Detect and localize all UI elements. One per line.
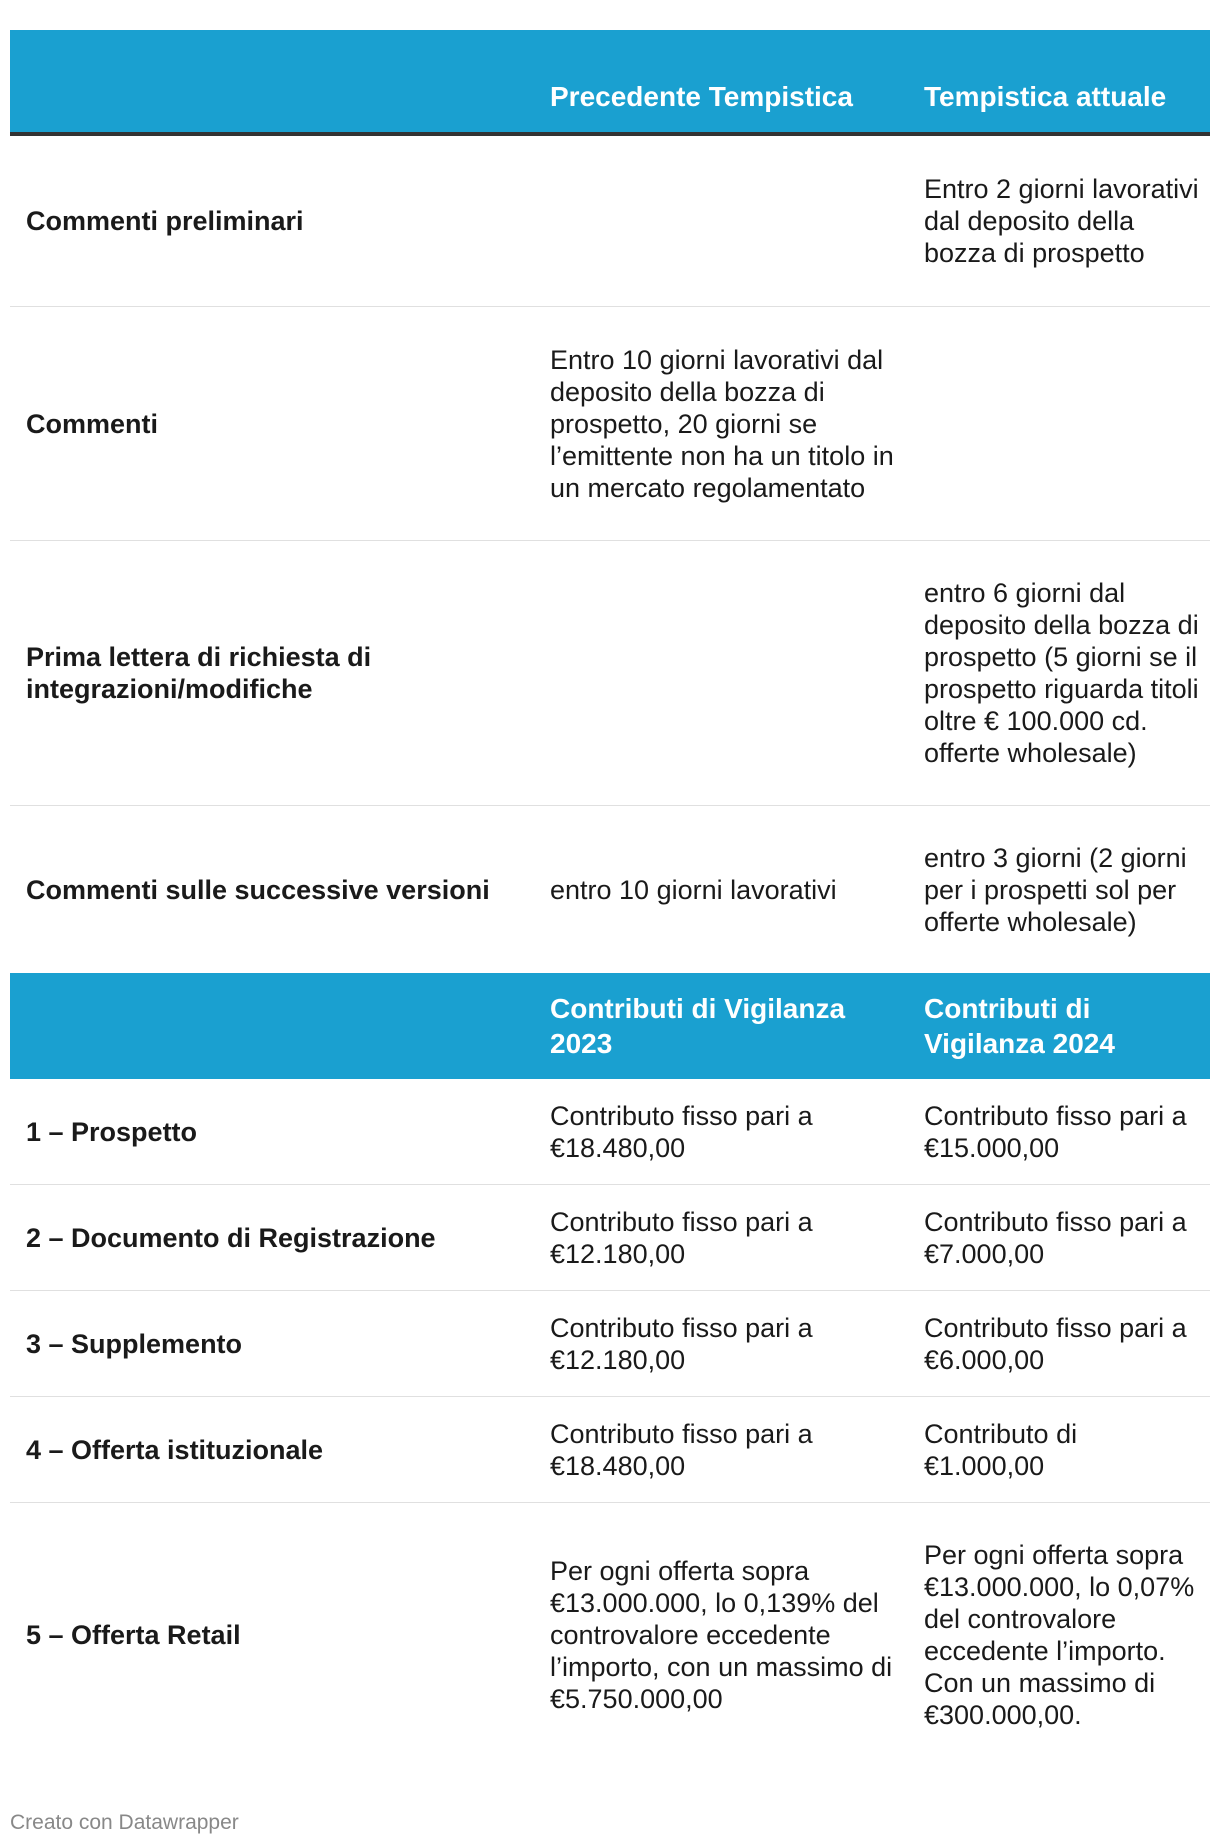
timing-header-row	[10, 30, 1210, 136]
current-timing: entro 3 giorni (2 giorni per i prospetti sol per offerte wholesale)	[924, 842, 1187, 937]
table-row	[10, 1291, 1210, 1397]
row-label: 5 – Offerta Retail	[26, 1619, 241, 1650]
timing-header-current: Tempistica attuale	[924, 81, 1167, 112]
table-row	[10, 1397, 1210, 1503]
current-timing: Entro 2 giorni lavorativi dal deposito della bozza di prospetto	[924, 174, 1199, 268]
row-label: Commenti	[26, 408, 159, 439]
table-row	[10, 307, 1210, 541]
datawrapper-credit: Creato con Datawrapper	[10, 1811, 239, 1834]
row-label: Commenti preliminari	[26, 206, 304, 236]
current-timing: entro 6 giorni dal deposito della bozza di prospetto (5 giorni se il prospetto riguarda titoli oltre € 100.000 cd. offerte wholesale)	[924, 578, 1199, 768]
contribution-2024: Contributo fisso pari a €6.000,00	[924, 1312, 1187, 1375]
table-row	[10, 1185, 1210, 1291]
row-label: Commenti sulle successive versioni	[26, 874, 490, 905]
table-row	[10, 136, 1210, 307]
contribution-2024: Contributo fisso pari a €7.000,00	[924, 1206, 1187, 1269]
contributions-header-row	[10, 973, 1210, 1079]
table-row	[10, 806, 1210, 973]
contributions-header-2023: Contributi di Vigilanza 2023	[550, 993, 846, 1059]
contributions-header-2024: Contributi di Vigilanza 2024	[924, 993, 1115, 1059]
table-row	[10, 541, 1210, 806]
row-label: 4 – Offerta istituzionale	[26, 1434, 324, 1465]
table-row	[10, 1079, 1210, 1185]
row-label: 3 – Supplemento	[26, 1328, 243, 1359]
contribution-2024: Contributo fisso pari a €15.000,00	[924, 1100, 1187, 1163]
row-label: 2 – Documento di Registrazione	[26, 1222, 436, 1253]
contribution-2023: Contributo fisso pari a €12.180,00	[550, 1206, 813, 1269]
previous-timing: Entro 10 giorni lavorativi dal deposito della bozza di prospetto, 20 giorni se l’emittente non ha un titolo in un mercato regolamentato	[550, 344, 894, 503]
timing-header-previous: Precedente Tempistica	[550, 81, 853, 112]
contribution-2023: Contributo fisso pari a €18.480,00	[550, 1418, 813, 1481]
comparison-table	[10, 30, 1210, 1766]
row-label: Prima lettera di richiesta di integrazioni/modifiche	[26, 642, 372, 704]
contribution-2024: Contributo di €1.000,00	[924, 1418, 1078, 1481]
previous-timing: entro 10 giorni lavorativi	[550, 874, 837, 905]
contribution-2023: Contributo fisso pari a €12.180,00	[550, 1312, 813, 1375]
contribution-2024: Per ogni offerta sopra €13.000.000, lo 0,07% del controvalore eccedente l’importo. Con un massimo di €300.000,00.	[924, 1539, 1195, 1730]
table-row	[10, 1503, 1210, 1766]
row-label: 1 – Prospetto	[26, 1116, 198, 1147]
contribution-2023: Per ogni offerta sopra €13.000.000, lo 0,139% del controvalore eccedente l’importo, con un massimo di €5.750.000,00	[550, 1555, 893, 1714]
contribution-2023: Contributo fisso pari a €18.480,00	[550, 1100, 813, 1163]
